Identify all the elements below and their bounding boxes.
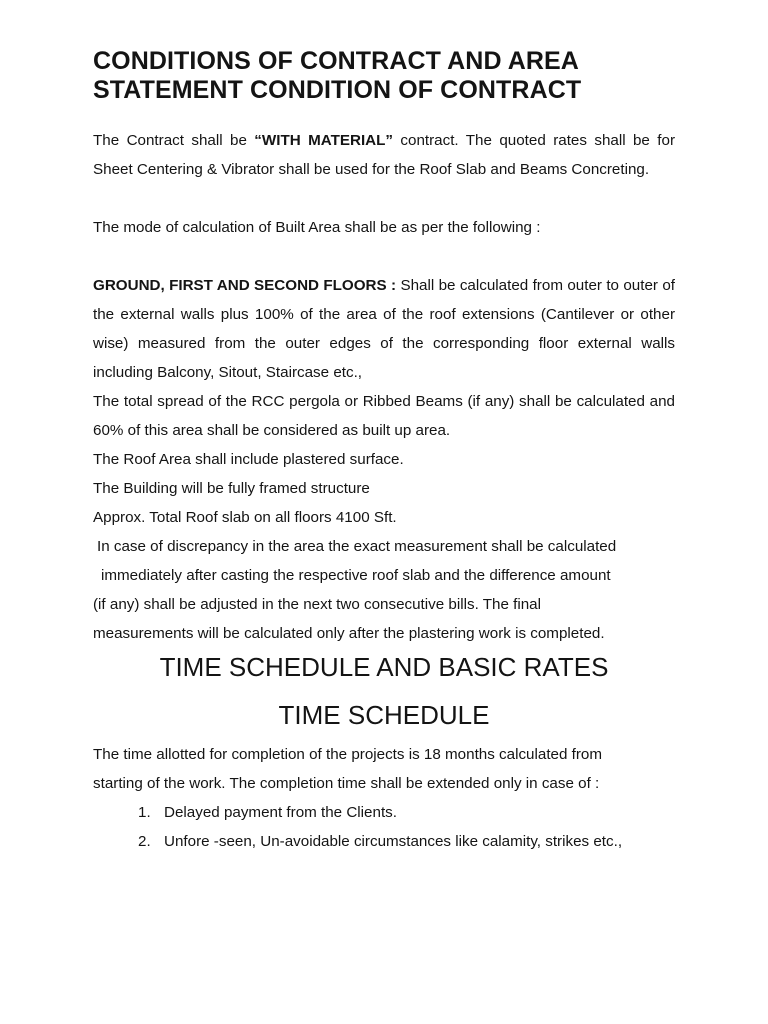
contract-type-text-pre: The Contract shall be xyxy=(93,132,255,149)
document-page xyxy=(93,47,675,856)
completion-time-paragraph xyxy=(93,740,675,798)
roof-area-line: The Roof Area shall include plastered surface. xyxy=(93,451,404,468)
roof-slab-total-line: Approx. Total Roof slab on all floors 4100 Sft. xyxy=(93,509,397,526)
extension-conditions-list xyxy=(93,798,675,856)
contract-type-text-post: contract. The quoted rates shall be for Sheet Centering & Vibrator shall be used for the Roof Slab and Beams Concreting. xyxy=(93,132,675,178)
completion-time-line-1: The time allotted for completion of the projects is 18 months calculated from xyxy=(93,746,603,763)
list-item xyxy=(93,798,675,827)
contract-type-paragraph xyxy=(93,126,675,184)
time-schedule-basic-rates-heading: TIME SCHEDULE AND BASIC RATES xyxy=(159,652,609,682)
discrepancy-line-1: In case of discrepancy in the area the exact measurement shall be calculated xyxy=(97,538,617,555)
list-item-text: Delayed payment from the Clients. xyxy=(164,804,397,821)
list-item-text: Unfore -seen, Un-avoidable circumstances like calamity, strikes etc., xyxy=(164,833,623,850)
time-schedule-heading: TIME SCHEDULE xyxy=(278,700,490,730)
floors-heading: GROUND, FIRST AND SECOND FLOORS : xyxy=(93,277,397,294)
floors-paragraph xyxy=(93,271,675,387)
list-item-number: 2. xyxy=(138,833,151,850)
pergola-paragraph: The total spread of the RCC pergola or Ribbed Beams (if any) shall be calculated and 60% of this area shall be considered as built up area. xyxy=(93,393,675,439)
framed-structure-line: The Building will be fully framed structure xyxy=(93,480,370,497)
contract-type-emphasis: “WITH MATERIAL” xyxy=(254,132,394,149)
document-title xyxy=(93,47,675,105)
floors-text: Shall be calculated from outer to outer of the external walls plus 100% of the area of the roof extensions (Cantilever or other wise) measured from the outer edges of the corresponding floor external walls including Balcony, Sitout, Staircase etc., xyxy=(93,277,675,381)
discrepancy-line-2: immediately after casting the respective roof slab and the difference amount xyxy=(101,567,611,584)
calculation-mode-paragraph: The mode of calculation of Built Area shall be as per the following : xyxy=(93,219,541,236)
discrepancy-paragraph xyxy=(93,532,675,648)
completion-time-line-2: starting of the work. The completion time shall be extended only in case of : xyxy=(93,775,600,792)
discrepancy-line-3: (if any) shall be adjusted in the next two consecutive bills. The final xyxy=(93,596,541,613)
list-item-number: 1. xyxy=(138,804,151,821)
title-line-1: CONDITIONS OF CONTRACT AND AREA xyxy=(93,47,579,75)
discrepancy-line-4: measurements will be calculated only after the plastering work is completed. xyxy=(93,625,605,642)
title-line-2: STATEMENT CONDITION OF CONTRACT xyxy=(93,76,582,104)
list-item xyxy=(93,827,675,856)
